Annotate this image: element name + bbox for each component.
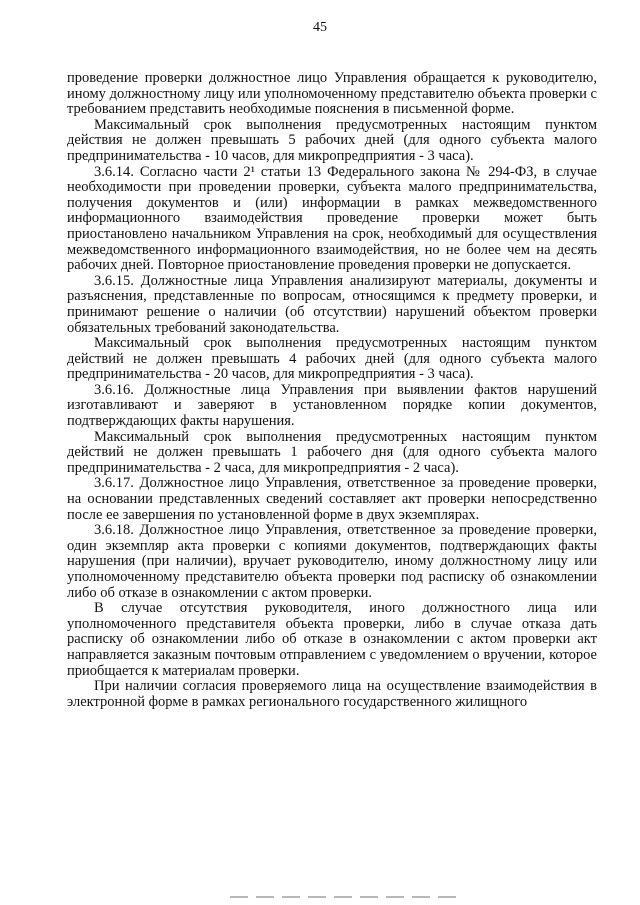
paragraph-electronic-form: При наличии согласия проверяемого лица на осуществление взаимодействия в электронной форме в рамках регионального государственного жилищного	[67, 678, 597, 710]
paragraph-3-6-16: 3.6.16. Должностные лица Управления при выявлении фактов нарушений изготавливают и заверяют в установленном порядке копии документов, подтверждающих факты нарушения.	[67, 381, 597, 430]
paragraph-3-6-18: 3.6.18. Должностное лицо Управления, ответственное за проведение проверки, один экземпляр акта проверки с копиями документов, подтверждающих факты нарушения (при наличии), вручает руководителю, иному должностному лицу или уполномоченному представителю объекта проверки под расписку об ознакомлении либо об отказе в ознакомлении с актом проверки.	[67, 522, 597, 601]
paragraph-3-6-14: 3.6.14. Согласно части 2¹ статьи 13 Федерального закона № 294-ФЗ, в случае необходимости при проведении проверки, субъекта малого предпринимательства, получения документов и (или) информации в рамках межведомственного информационного взаимодействия проведение проверки может быть приостановлено начальником Управления на срок, необходимый для осуществления межведомственного информационного взаимодействия, но не более чем на десять рабочих дней. Повторное приостановление проведения проверки не допускается.	[67, 163, 597, 274]
paragraph-continuation: проведение проверки должностное лицо Управления обращается к руководителю, иному должностному лицу или уполномоченному представителю объекта проверки с требованием представить необходимые пояснения в письменной форме.	[67, 70, 597, 118]
document-body	[67, 71, 597, 710]
paragraph-3-6-15: 3.6.15. Должностные лица Управления анализируют материалы, документы и разъяснения, представленные по вопросам, относящимся к предмету проверки, и принимают решение о наличии (об отсутствии) нарушений объектом проверки обязательных требований законодательства.	[67, 272, 597, 336]
paragraph-3-6-17: 3.6.17. Должностное лицо Управления, ответственное за проведение проверки, на основании представленных сведений составляет акт проверки непосредственно после ее завершения по установленной форме в двух экземплярах.	[67, 475, 597, 523]
scan-artifact-line	[230, 896, 460, 898]
page-number: 45	[313, 20, 327, 35]
paragraph-absence-case: В случае отсутствия руководителя, иного должностного лица или уполномоченного представителя объекта проверки, либо в случае отказа дать расписку об ознакомлении либо об отказе в ознакомлении с актом проверки акт направляется заказным почтовым отправлением с уведомлением о вручении, которое приобщается к материалам проверки.	[67, 600, 597, 679]
paragraph-deadline-3-6-13: Максимальный срок выполнения предусмотренных настоящим пунктом действия не должен превышать 5 рабочих дней (для одного субъекта малого предпринимательства - 10 часов, для микропредприятия - 3 часа).	[67, 116, 597, 164]
paragraph-deadline-3-6-16: Максимальный срок выполнения предусмотренных настоящим пунктом действий не должен превышать 1 рабочего дня (для одного субъекта малого предпринимательства - 2 часа, для микропредприятия - 2 часа).	[67, 428, 597, 476]
paragraph-deadline-3-6-15: Максимальный срок выполнения предусмотренных настоящим пунктом действий не должен превышать 4 рабочих дней (для одного субъекта малого предпринимательства - 20 часов, для микропредприятия - 3 часа).	[67, 335, 597, 383]
